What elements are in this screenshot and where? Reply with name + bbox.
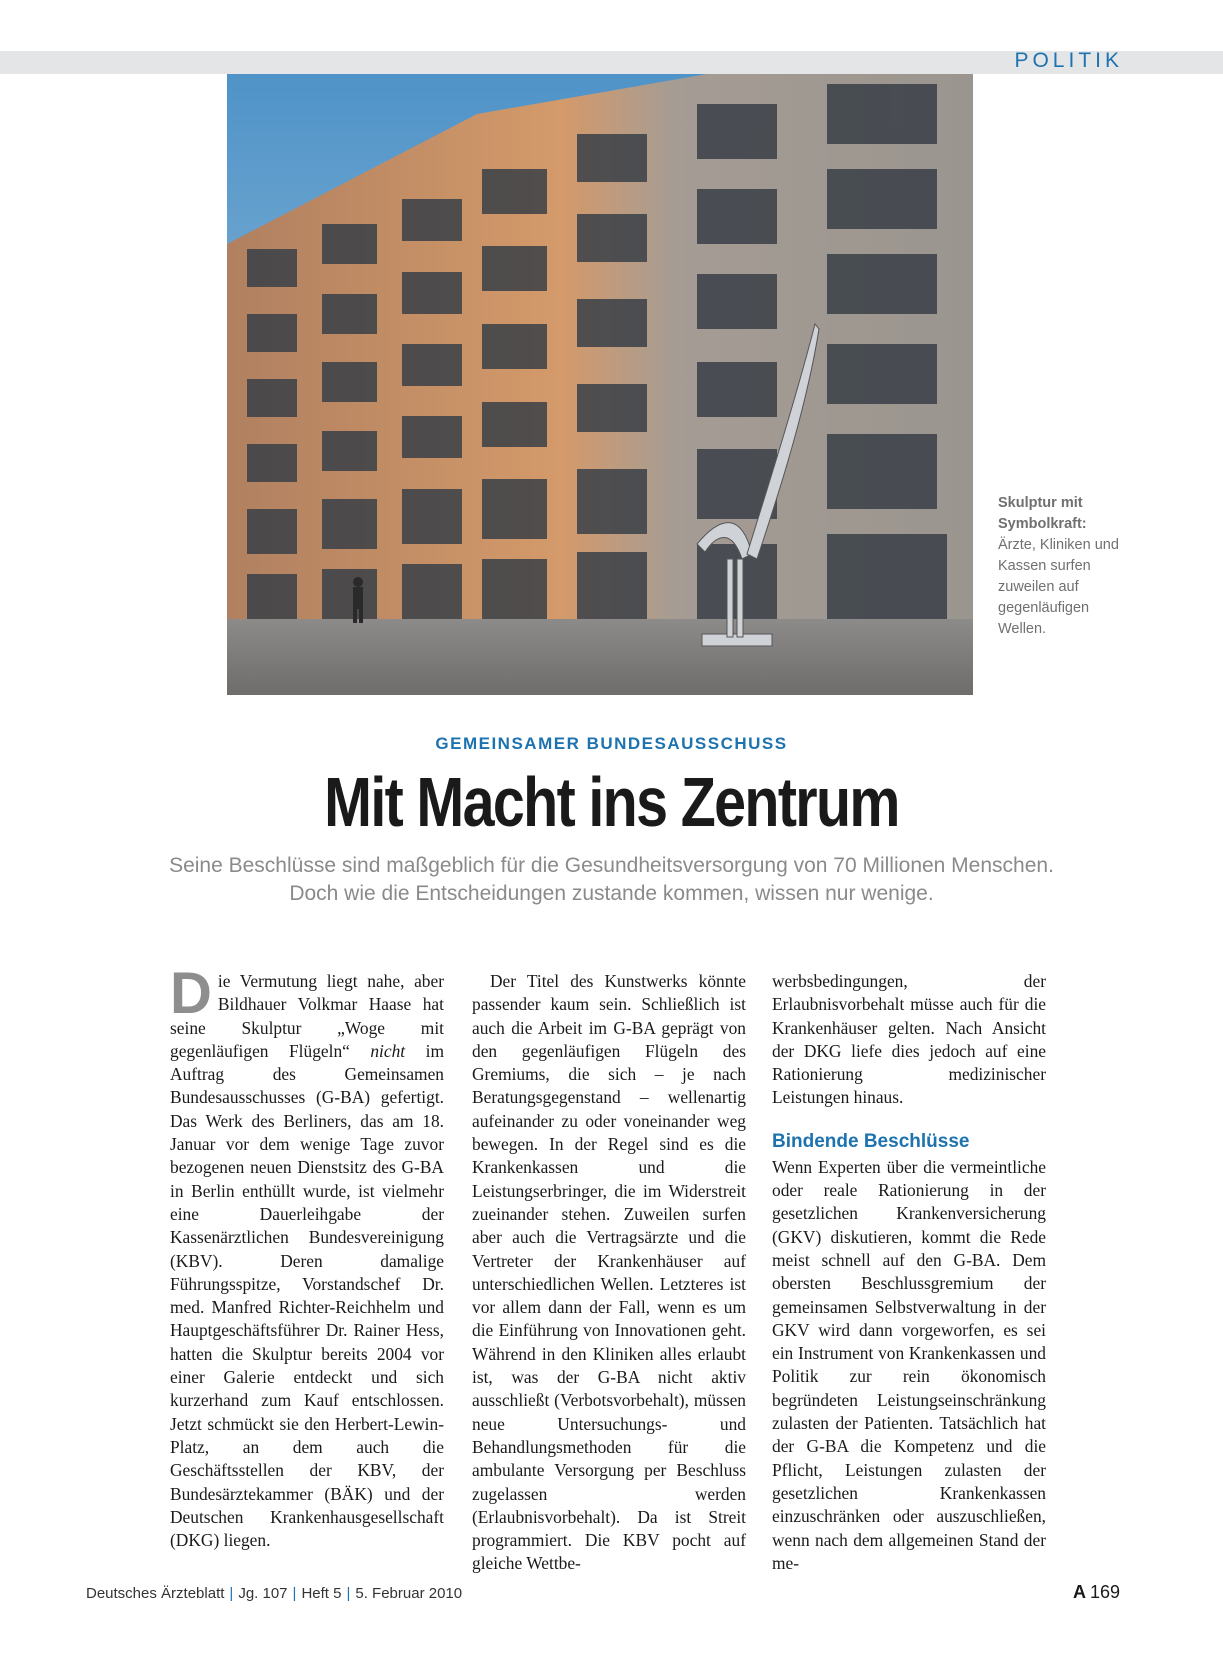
section-label: POLITIK bbox=[1014, 49, 1123, 72]
caption-text: Ärzte, Kliniken und Kassen surfen zuweilen auf gegenläufigen Wellen. bbox=[998, 537, 1119, 637]
article-photo bbox=[227, 74, 973, 695]
article-standfirst bbox=[0, 852, 1223, 908]
footer-separator: | bbox=[346, 1585, 351, 1602]
footer-separator: | bbox=[229, 1585, 234, 1602]
article-kicker: GEMEINSAMER BUNDESAUSSCHUSS bbox=[435, 734, 788, 753]
page-number bbox=[1073, 1582, 1120, 1603]
article-headline: Mit Macht ins Zentrum bbox=[324, 763, 899, 841]
column-1-text: ie Vermutung liegt nahe, aber Bildhauer Volkmar Haase hat seine Skulptur „Woge mit gegenläufigen Flügeln“ bbox=[170, 971, 444, 1061]
footer-separator: | bbox=[292, 1585, 297, 1602]
page-prefix: A bbox=[1072, 1582, 1086, 1602]
footer-issue: Heft 5 bbox=[301, 1585, 342, 1602]
column-3-text: werbsbedingungen, der Erlaubnisvorbehalt müsse auch für die Krankenhäuser gelten. Nach Ansicht der DKG liefe dies jedoch auf eine Rationierung medizinischer Leistungen hinaus. bbox=[772, 971, 1046, 1108]
article-column-2 bbox=[472, 970, 746, 1576]
photo-caption bbox=[998, 493, 1128, 640]
drop-cap: D bbox=[170, 961, 212, 1026]
article-column-3 bbox=[772, 970, 1046, 1575]
column-3-text-2: Wenn Experten über die vermeintliche oder reale Rationierung in der gesetzlichen Krankenversicherung (GKV) diskutieren, kommt die Rede meist schnell auf den G-BA. Dem obersten Beschlussgremium der gemeinsamen Selbstverwaltung in der GKV wird dann vorgeworfen, es sei ein Instrument von Krankenkassen und Politik zur rein ökonomisch begründeten Leistungseinschränkung zulasten der Patienten. Tatsächlich hat der G-BA die Kompetenz und die Pflicht, Leistungen zulasten der gesetzlichen Krankenkassen einzuschränken oder auszuschließen, wenn nach dem allgemeinen Stand der me- bbox=[772, 1156, 1046, 1573]
column-2-text: Der Titel des Kunstwerks könnte passender kaum sein. Schließlich ist auch die Arbeit im G-BA geprägt von den gegenläufigen Flügeln des Gremiums, die sich – je nach Beratungsgegenstand – wellenartig aufeinander zu oder voneinander weg bewegen. In der Regel sind es die Krankenkassen und die Leistungserbringer, die im Widerstreit zueinander stehen. Zuweilen surfen aber auch die Vertragsärzte und die Vertreter der Krankenhäuser auf unterschiedlichen Wellen. Letzteres ist vor allem dann der Fall, wenn es um die Einführung von Innovationen geht. Während in den Kliniken alles erlaubt ist, was der G-BA nicht aktiv ausschließt (Verbotsvorbehalt), müssen neue Untersuchungs- und Behandlungsmethoden für die ambulante Versorgung per Beschluss zugelassen werden (Erlaubnisvorbehalt). Da ist Streit programmiert. Die KBV pocht auf gleiche Wettbe- bbox=[472, 971, 746, 1574]
page-footer bbox=[86, 1585, 462, 1602]
article-subhead: Bindende Beschlüsse bbox=[772, 1130, 970, 1152]
standfirst-line-2: Doch wie die Entscheidungen zustande kommen, wissen nur wenige. bbox=[289, 882, 934, 905]
footer-volume: Jg. 107 bbox=[238, 1585, 288, 1602]
footer-date: 5. Februar 2010 bbox=[355, 1585, 463, 1602]
footer-publication: Deutsches Ärzteblatt bbox=[86, 1585, 225, 1602]
caption-title: Skulptur mit Symbolkraft: bbox=[998, 495, 1087, 532]
article-column-1 bbox=[170, 961, 444, 1552]
column-1-emphasis: nicht bbox=[370, 1040, 406, 1061]
column-1-text-rest: im Auftrag des Gemeinsamen Bundesausschusses (G-BA) gefertigt. Das Werk des Berliners, das am 18. Januar vor dem wenige Tage zuvor bezogenen neuen Dienstsitz des G-BA in Berlin enthüllt wurde, ist vielmehr eine Dauerleihgabe der Kassenärztlichen Bundesvereinigung (KBV). Deren damalige Führungsspitze, Vorstandschef Dr. med. Manfred Richter-Reichhelm und Hauptgeschäftsführer Dr. Rainer Hess, hatten die Skulptur bereits 2004 vor einer Galerie entdeckt und sich kurzerhand zum Kauf entschlossen. Jetzt schmückt sie den Herbert-Lewin-Platz, an dem auch die Geschäftsstellen der KBV, der Bundesärztekammer (BÄK) und der Deutschen Krankenhausgesellschaft (DKG) liegen. bbox=[170, 1040, 444, 1551]
page-number-value: 169 bbox=[1089, 1582, 1120, 1602]
photo-building-sculpture-icon bbox=[227, 74, 973, 695]
standfirst-line-1: Seine Beschlüsse sind maßgeblich für die Gesundheitsversorgung von 70 Millionen Menschen. bbox=[169, 854, 1054, 877]
